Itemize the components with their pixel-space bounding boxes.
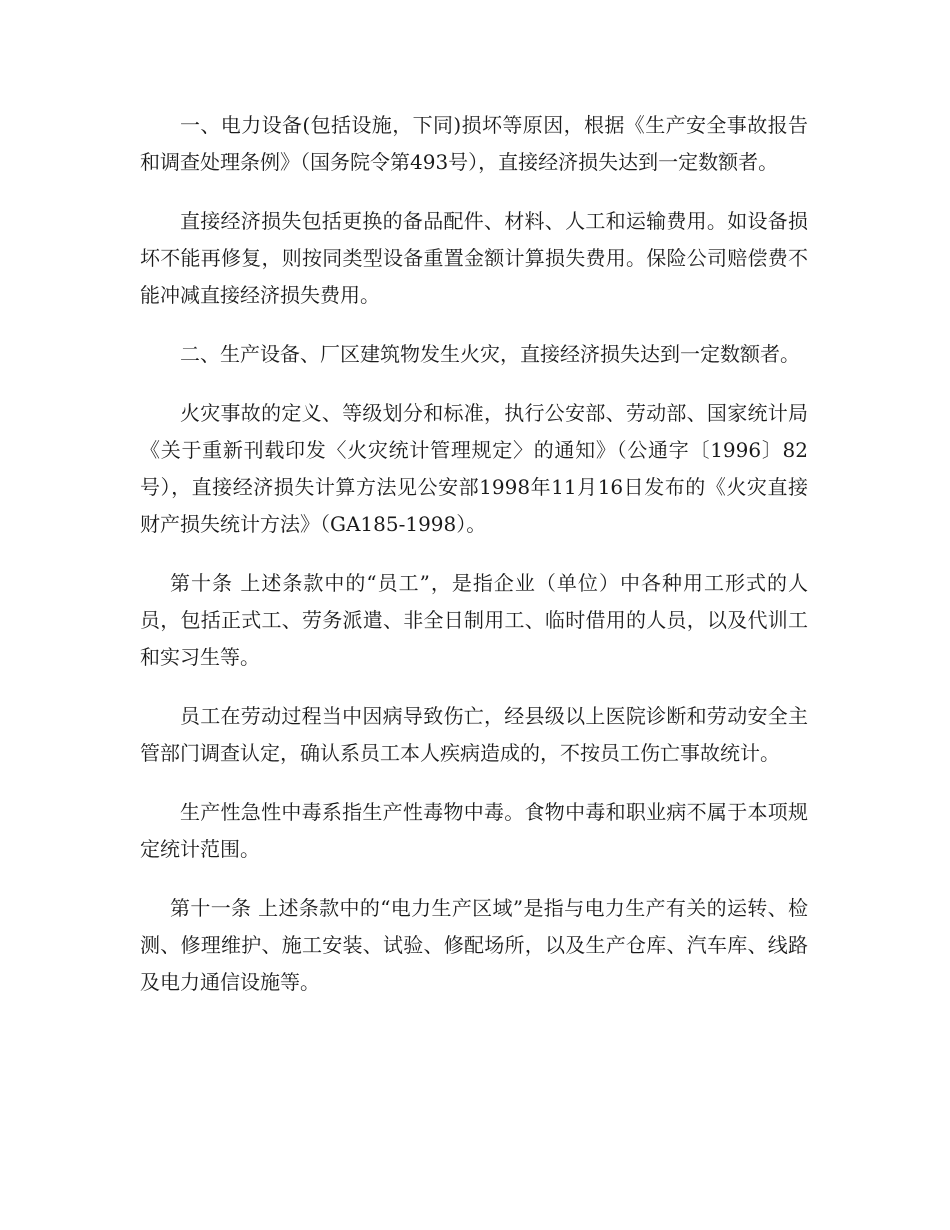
paragraph-illness-exclusion: 员工在劳动过程当中因病导致伤亡，经县级以上医院诊断和劳动安全主管部门调查认定，确认系员工本人疾病造成的，不按员工伤亡事故统计。 — [140, 704, 808, 765]
paragraph-article-10: 第十条 上述条款中的“员工”，是指企业（单位）中各种用工形式的人员，包括正式工、劳务派遣、非全日制用工、临时借用的人员，以及代训工和实习生等。 — [140, 571, 808, 669]
document-body — [140, 107, 808, 1023]
paragraph-fire-definition: 火灾事故的定义、等级划分和标准，执行公安部、劳动部、国家统计局《关于重新刊载印发〈火灾统计管理规定〉的通知》（公通字〔1996〕82号），直接经济损失计算方法见公安部1998年11月16日发布的《火灾直接财产损失统计方法》（GA185-1998）。 — [140, 401, 808, 536]
paragraph-direct-loss-definition: 直接经济损失包括更换的备品配件、材料、人工和运输费用。如设备损坏不能再修复，则按同类型设备重置金额计算损失费用。保险公司赔偿费不能冲减直接经济损失费用。 — [140, 209, 808, 307]
paragraph-equipment-damage: 一、电力设备(包括设施，下同)损坏等原因，根据《生产安全事故报告和调查处理条例》（国务院令第493号），直接经济损失达到一定数额者。 — [140, 113, 808, 174]
paragraph-article-11: 第十一条 上述条款中的“电力生产区域”是指与电力生产有关的运转、检测、修理维护、施工安装、试验、修配场所，以及生产仓库、汽车库、线路及电力通信设施等。 — [140, 896, 808, 994]
paragraph-poisoning: 生产性急性中毒系指生产性毒物中毒。食物中毒和职业病不属于本项规定统计范围。 — [140, 800, 808, 861]
paragraph-fire: 二、生产设备、厂区建筑物发生火灾，直接经济损失达到一定数额者。 — [180, 342, 800, 366]
